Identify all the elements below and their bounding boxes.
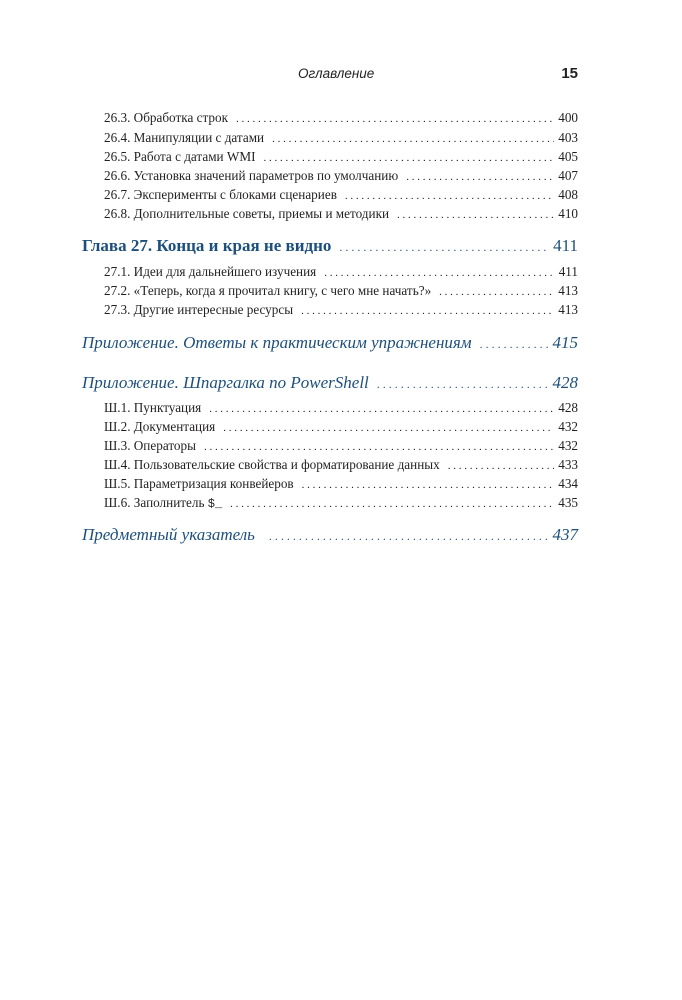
toc-entry-page: 435 bbox=[558, 495, 578, 510]
dot-leader bbox=[301, 305, 554, 317]
page-number: 15 bbox=[561, 65, 578, 82]
dot-leader bbox=[448, 460, 554, 472]
running-title: Оглавление bbox=[298, 66, 375, 81]
toc-chapter-page: 411 bbox=[553, 236, 578, 255]
toc-entry-sh-6[interactable] bbox=[104, 495, 578, 514]
dot-leader bbox=[263, 152, 554, 164]
toc-entry-page: 410 bbox=[558, 206, 578, 221]
dot-leader bbox=[397, 209, 554, 221]
toc-entry-page: 407 bbox=[558, 168, 578, 183]
toc-entry-label: Ш.5. Параметризация конвейеров bbox=[104, 476, 294, 491]
toc-entry-27-2[interactable] bbox=[104, 283, 578, 302]
toc-index-page: 437 bbox=[552, 525, 578, 544]
dot-leader bbox=[439, 286, 554, 298]
toc-entry-page: 413 bbox=[558, 302, 578, 317]
dot-leader bbox=[209, 403, 554, 415]
toc-appendix-label: Приложение. Шпаргалка по PowerShell bbox=[82, 373, 369, 392]
toc-entry-26-4[interactable] bbox=[104, 130, 578, 149]
toc-entry-label: 26.5. Работа с датами WMI bbox=[104, 149, 256, 164]
toc-entry-label: 27.3. Другие интересные ресурсы bbox=[104, 302, 294, 317]
toc-entry-sh-2[interactable] bbox=[104, 419, 578, 438]
dot-leader bbox=[269, 529, 549, 544]
toc-entry-sh-3[interactable] bbox=[104, 438, 578, 457]
toc-appendix-page: 428 bbox=[552, 373, 578, 392]
toc-entry-26-6[interactable] bbox=[104, 168, 578, 187]
toc-entry-sh-1[interactable] bbox=[104, 400, 578, 419]
toc-entry-label: 26.8. Дополнительные советы, приемы и методики bbox=[104, 206, 390, 221]
toc-entry-sh-4[interactable] bbox=[104, 457, 578, 476]
toc-entry-page: 428 bbox=[558, 400, 578, 415]
dot-leader bbox=[480, 337, 549, 352]
toc-entry-label bbox=[104, 495, 222, 511]
toc-index[interactable] bbox=[82, 525, 578, 549]
toc-entry-label: Ш.3. Операторы bbox=[104, 438, 196, 453]
toc-entry-26-5[interactable] bbox=[104, 149, 578, 168]
toc-entry-page: 405 bbox=[558, 149, 578, 164]
toc-entry-page: 411 bbox=[558, 264, 578, 279]
dot-leader bbox=[230, 498, 554, 510]
dot-leader bbox=[324, 267, 554, 279]
toc-entry-label: 27.2. «Теперь, когда я прочитал книгу, с чего мне начать?» bbox=[104, 283, 432, 298]
toc-entry-page: 432 bbox=[558, 438, 578, 453]
toc-appendix-label: Приложение. Ответы к практическим упражнениям bbox=[82, 333, 472, 352]
dot-leader bbox=[302, 479, 555, 491]
code-snippet: $_ bbox=[207, 497, 223, 511]
toc-entry-label: 26.4. Манипуляции с датами bbox=[104, 130, 265, 145]
dot-leader bbox=[236, 113, 554, 125]
toc-entry-sh-5[interactable] bbox=[104, 476, 578, 495]
toc-entry-26-8[interactable] bbox=[104, 206, 578, 225]
dot-leader bbox=[345, 190, 554, 202]
running-header bbox=[0, 66, 682, 86]
toc-entry-page: 434 bbox=[558, 476, 578, 491]
toc-chapter-27[interactable] bbox=[82, 236, 578, 260]
toc-entry-label: 26.7. Эксперименты с блоками сценариев bbox=[104, 187, 337, 202]
toc-entry-label: 26.3. Обработка строк bbox=[104, 110, 228, 125]
toc-entry-page: 413 bbox=[558, 283, 578, 298]
toc-entry-label: 26.6. Установка значений параметров по умолчанию bbox=[104, 168, 399, 183]
toc-entry-26-7[interactable] bbox=[104, 187, 578, 206]
dot-leader bbox=[406, 171, 554, 183]
toc-entry-label: 27.1. Идеи для дальнейшего изучения bbox=[104, 264, 317, 279]
dot-leader bbox=[272, 133, 554, 145]
dot-leader bbox=[339, 240, 549, 255]
toc-entry-label: Ш.2. Документация bbox=[104, 419, 216, 434]
toc-entry-label: Ш.4. Пользовательские свойства и форматирование данных bbox=[104, 457, 440, 472]
toc-entry-page: 432 bbox=[558, 419, 578, 434]
toc-entry-page: 403 bbox=[558, 130, 578, 145]
toc-entry-page: 433 bbox=[558, 457, 578, 472]
toc-entry-page: 408 bbox=[558, 187, 578, 202]
dot-leader bbox=[204, 441, 554, 453]
toc-entry-27-3[interactable] bbox=[104, 302, 578, 321]
toc-entry-26-3[interactable] bbox=[104, 110, 578, 129]
toc-entry-27-1[interactable] bbox=[104, 264, 578, 283]
toc-entry-label: Ш.1. Пунктуация bbox=[104, 400, 202, 415]
toc-index-label: Предметный указатель bbox=[82, 525, 255, 544]
toc-appendix-page: 415 bbox=[552, 333, 578, 352]
toc-appendix-cheatsheet[interactable] bbox=[82, 373, 578, 397]
toc-appendix-answers[interactable] bbox=[82, 333, 578, 357]
toc-entry-label-text: Ш.6. Заполнитель bbox=[104, 495, 208, 510]
toc-chapter-label: Глава 27. Конца и края не видно bbox=[82, 236, 332, 255]
dot-leader bbox=[377, 377, 549, 392]
toc-entry-page: 400 bbox=[558, 110, 578, 125]
dot-leader bbox=[223, 422, 554, 434]
